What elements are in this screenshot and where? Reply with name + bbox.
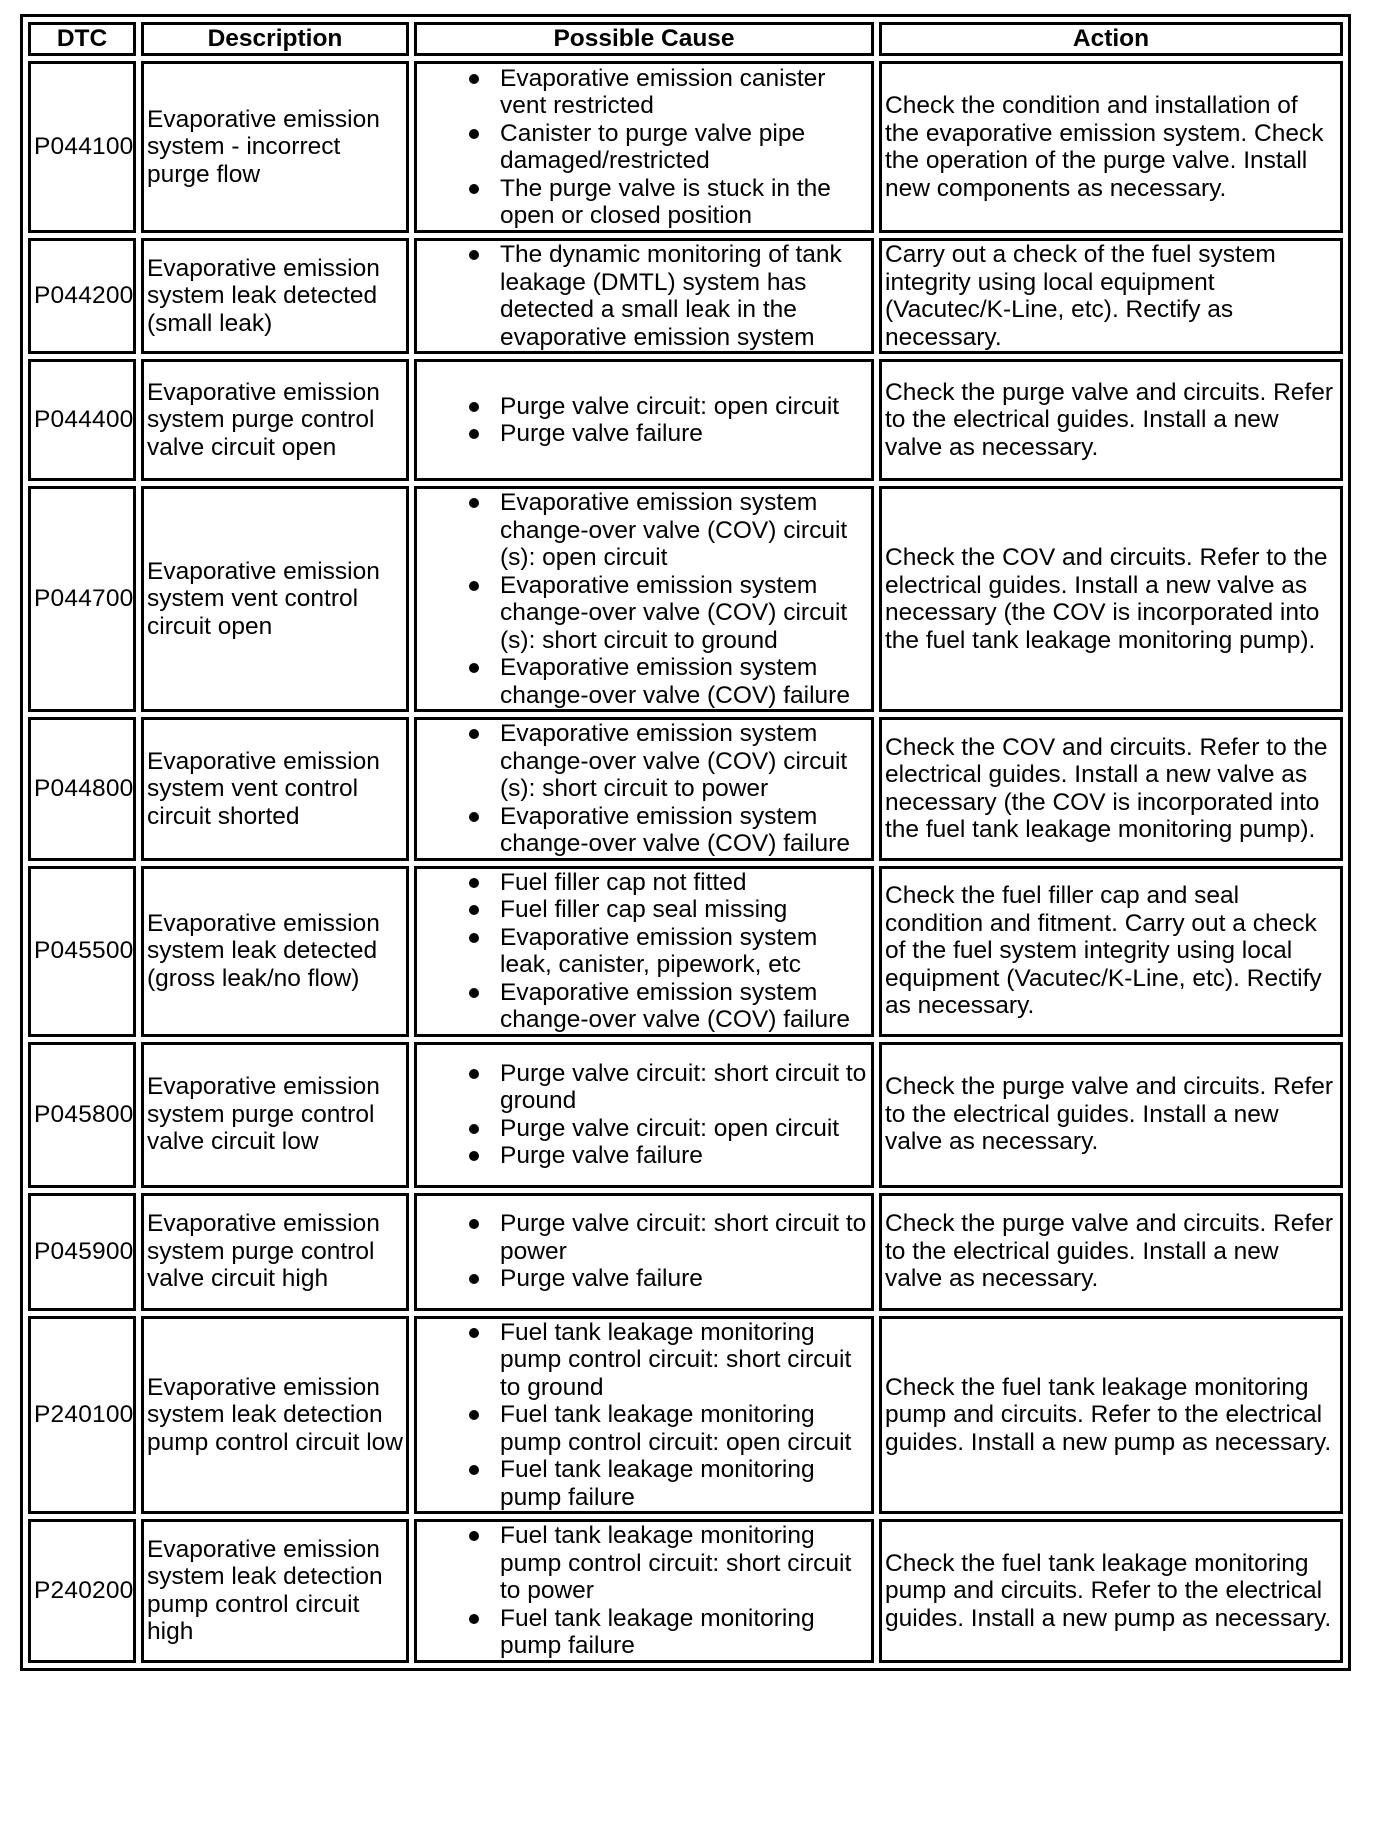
action-text: Check the purge valve and circuits. Refer to the electrical guides. Install a new valve as necessary.	[879, 1042, 1343, 1188]
cause-list	[420, 489, 868, 709]
cause-item: Evaporative emission canister vent restricted	[500, 65, 868, 120]
cause-item: Fuel tank leakage monitoring pump failure	[500, 1456, 868, 1511]
cause-item: Fuel tank leakage monitoring pump control circuit: short circuit to power	[500, 1522, 868, 1605]
dtc-code: P044800	[28, 717, 136, 861]
dtc-description: Evaporative emission system leak detected (gross leak/no flow)	[141, 866, 409, 1037]
possible-causes	[414, 61, 874, 233]
dtc-description: Evaporative emission system vent control circuit shorted	[141, 717, 409, 861]
possible-causes	[414, 1042, 874, 1188]
cause-item: Fuel tank leakage monitoring pump control circuit: open circuit	[500, 1401, 868, 1456]
action-text: Check the fuel filler cap and seal condition and fitment. Carry out a check of the fuel system integrity using local equipment (Vacutec/K-Line, etc). Rectify as necessary.	[879, 866, 1343, 1037]
dtc-table	[20, 14, 1351, 1671]
dtc-code: P045900	[28, 1193, 136, 1311]
possible-causes	[414, 1316, 874, 1515]
cause-item: Evaporative emission system change-over valve (COV) circuit (s): short circuit to power	[500, 720, 868, 803]
dtc-description: Evaporative emission system vent control circuit open	[141, 486, 409, 712]
table-row	[28, 238, 1343, 354]
cause-list	[420, 1522, 868, 1660]
dtc-code: P045500	[28, 866, 136, 1037]
cause-item: Evaporative emission system change-over valve (COV) failure	[500, 979, 868, 1034]
cause-item: Canister to purge valve pipe damaged/restricted	[500, 120, 868, 175]
cause-item: Evaporative emission system change-over valve (COV) circuit (s): open circuit	[500, 489, 868, 572]
cause-list	[420, 869, 868, 1034]
dtc-description: Evaporative emission system leak detection pump control circuit low	[141, 1316, 409, 1515]
possible-causes	[414, 486, 874, 712]
action-text: Check the purge valve and circuits. Refer to the electrical guides. Install a new valve as necessary.	[879, 359, 1343, 481]
cause-item: Evaporative emission system change-over valve (COV) circuit (s): short circuit to ground	[500, 572, 868, 655]
action-text: Check the condition and installation of the evaporative emission system. Check the operation of the purge valve. Install new components as necessary.	[879, 61, 1343, 233]
dtc-description: Evaporative emission system leak detection pump control circuit high	[141, 1519, 409, 1663]
cause-list	[420, 1319, 868, 1512]
cause-list	[420, 720, 868, 858]
header-possible-cause: Possible Cause	[414, 22, 874, 56]
cause-item: Purge valve failure	[500, 1142, 868, 1170]
cause-item: Evaporative emission system change-over valve (COV) failure	[500, 654, 868, 709]
action-text: Check the COV and circuits. Refer to the electrical guides. Install a new valve as necessary (the COV is incorporated into the fuel tank leakage monitoring pump).	[879, 486, 1343, 712]
header-description: Description	[141, 22, 409, 56]
possible-causes	[414, 1519, 874, 1663]
table-row	[28, 61, 1343, 233]
dtc-code: P240200	[28, 1519, 136, 1663]
cause-list	[420, 65, 868, 230]
cause-item: Purge valve circuit: short circuit to ground	[500, 1059, 867, 1114]
table-row	[28, 717, 1343, 861]
dtc-code: P044100	[28, 61, 136, 233]
cause-list	[420, 241, 868, 351]
possible-causes	[414, 359, 874, 481]
cause-item: Fuel tank leakage monitoring pump control circuit: short circuit to ground	[500, 1319, 868, 1402]
dtc-code: P045800	[28, 1042, 136, 1188]
dtc-description: Evaporative emission system purge control valve circuit low	[141, 1042, 409, 1188]
table-row	[28, 359, 1343, 481]
cause-list	[420, 1060, 868, 1170]
header-dtc: DTC	[28, 22, 136, 56]
cause-item: Purge valve circuit: open circuit	[500, 1115, 868, 1143]
possible-causes	[414, 866, 874, 1037]
dtc-code: P044700	[28, 486, 136, 712]
cause-item: The purge valve is stuck in the open or closed position	[500, 175, 868, 230]
possible-causes	[414, 717, 874, 861]
action-text: Check the fuel tank leakage monitoring pump and circuits. Refer to the electrical guides. Install a new pump as necessary.	[879, 1519, 1343, 1663]
possible-causes	[414, 238, 874, 354]
action-text: Carry out a check of the fuel system integrity using local equipment (Vacutec/K-Line, etc). Rectify as necessary.	[879, 238, 1343, 354]
header-action: Action	[879, 22, 1343, 56]
dtc-description: Evaporative emission system purge control valve circuit open	[141, 359, 409, 481]
cause-item: Purge valve failure	[500, 420, 868, 448]
action-text: Check the purge valve and circuits. Refer to the electrical guides. Install a new valve as necessary.	[879, 1193, 1343, 1311]
cause-item: Evaporative emission system leak, canister, pipework, etc	[500, 924, 868, 979]
action-text: Check the COV and circuits. Refer to the electrical guides. Install a new valve as necessary (the COV is incorporated into the fuel tank leakage monitoring pump).	[879, 717, 1343, 861]
dtc-code: P044200	[28, 238, 136, 354]
table-row	[28, 1042, 1343, 1188]
cause-item: Fuel filler cap seal missing	[500, 896, 868, 924]
dtc-description: Evaporative emission system purge control valve circuit high	[141, 1193, 409, 1311]
dtc-code: P240100	[28, 1316, 136, 1515]
cause-item: Purge valve failure	[500, 1265, 868, 1293]
header-row	[28, 22, 1343, 56]
possible-causes	[414, 1193, 874, 1311]
table-row	[28, 866, 1343, 1037]
cause-item: Fuel tank leakage monitoring pump failure	[500, 1605, 868, 1660]
cause-list	[420, 1210, 868, 1293]
dtc-code: P044400	[28, 359, 136, 481]
table-row	[28, 486, 1343, 712]
cause-item: Fuel filler cap not fitted	[500, 869, 868, 897]
dtc-description: Evaporative emission system leak detected (small leak)	[141, 238, 409, 354]
cause-item: Purge valve circuit: open circuit	[500, 393, 868, 421]
cause-item: Purge valve circuit: short circuit to power	[500, 1210, 867, 1265]
dtc-description: Evaporative emission system - incorrect purge flow	[141, 61, 409, 233]
cause-item: Evaporative emission system change-over valve (COV) failure	[500, 803, 868, 858]
table-row	[28, 1519, 1343, 1663]
table-row	[28, 1193, 1343, 1311]
action-text: Check the fuel tank leakage monitoring pump and circuits. Refer to the electrical guides. Install a new pump as necessary.	[879, 1316, 1343, 1515]
table-row	[28, 1316, 1343, 1515]
cause-item: The dynamic monitoring of tank leakage (DMTL) system has detected a small leak in the evaporative emission system	[500, 241, 868, 351]
cause-list	[420, 393, 868, 448]
